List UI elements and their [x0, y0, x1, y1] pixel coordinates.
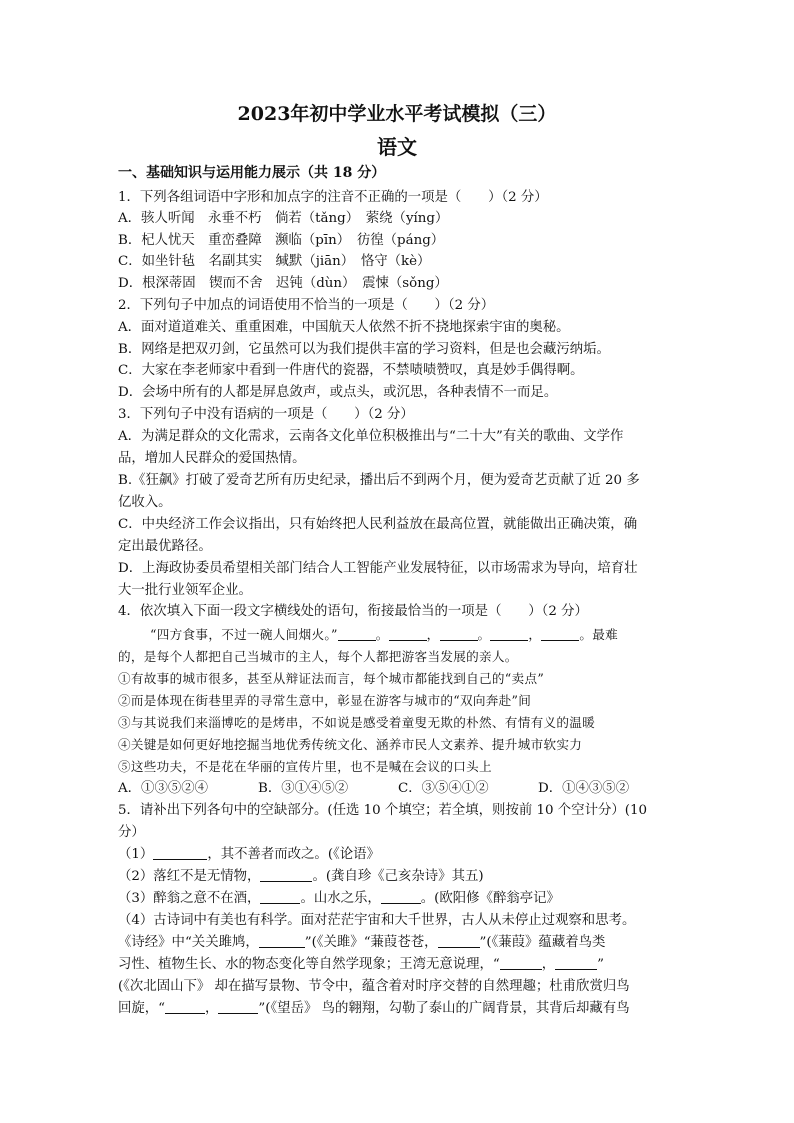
q2-option-b: B．网络是把双刃剑，它虽然可以为我们提供丰富的学习资料，但是也会藏污纳垢。	[118, 342, 610, 357]
q5-item-4-text-i: ”(《望岳》 鸟的翱翔，勾勒了泰山的广阔背景，其背后却藏有鸟	[258, 1001, 630, 1016]
q4-sentence-3: ③与其说我们来淄博吃的是烤串，不如说是感受着童叟无欺的朴然、有情有义的温暖	[118, 715, 596, 730]
subject-title: 语文	[377, 135, 417, 159]
q4-option-d: D．①④③⑤②	[538, 781, 630, 796]
q5-item-4-text-h: ，	[205, 1001, 219, 1016]
q2-option-a: A．面对道道难关、重重困难，中国航天人依然不折不挠地探索宇宙的奥秘。	[118, 320, 570, 335]
q2-stem: 2．下列句子中加点的词语使用不恰当的一项是（ ）（2 分）	[118, 298, 495, 313]
q5-blank-6[interactable]	[438, 933, 480, 948]
q1-option-b: B．杞人忧天 重峦叠障 濒临（pīn） 彷徨（páng）	[118, 233, 445, 248]
q5-item-3-source: 。(欧阳修《醉翁亭记》	[420, 891, 560, 906]
q5-item-4-line4: (《次北固山下》 却在描写景物、节令中，蕴含着对时序交替的自然理趣；杜甫欣赏归鸟	[118, 979, 630, 994]
q2-option-d: D．会场中所有的人都是屏息敛声，或点头，或沉思，各种表情不一而足。	[118, 385, 558, 400]
q5-item-1	[118, 845, 380, 864]
q4-option-a: A．①③⑤②④	[118, 781, 209, 796]
q4-option-b: B．③①④⑤②	[258, 781, 349, 796]
q3-option-d-line1: D．上海政协委员希望相关部门结合人工智能产业发展特征，以市场需求为导向，培育壮	[118, 561, 638, 576]
q3-option-a-line1: A．为满足群众的文化需求，云南各文化单位积极推出与“二十大”有关的歌曲、文学作	[118, 429, 624, 444]
q5-item-4-text-g: 回旋，“	[118, 1001, 166, 1016]
q1-stem: 1．下列各组词语中字形和加点字的注音不正确的一项是（ ）（2 分）	[118, 190, 548, 205]
q1-option-d: D．根深蒂固 锲而不舍 迟钝（dùn） 震悚（sǒng）	[118, 276, 448, 291]
q5-blank-4[interactable]	[381, 889, 421, 904]
q5-item-3-text: （3）醉翁之意不在酒，	[118, 891, 261, 906]
q4-option-c: C．③⑤④①②	[398, 781, 489, 796]
q5-blank-3[interactable]	[260, 889, 300, 904]
q3-option-c-line2: 定出最优路径。	[118, 539, 212, 554]
q4-sentence-1: ①有故事的城市很多，甚至从辩证法而言，每个城市都能找到自己的“卖点”	[118, 671, 545, 686]
q5-item-4-line3	[118, 955, 604, 974]
q3-option-c-line1: C．中央经济工作会议指出，只有始终把人民利益放在最高位置，就能做出正确决策，确	[118, 517, 638, 532]
q5-stem-line1: 5．请补出下列各句中的空缺部分。(任选 10 个填空；若全填，则按前 10 个空计分）(10	[118, 803, 647, 818]
q5-blank-8[interactable]	[555, 955, 597, 970]
q5-item-1-text: ，其不善者而改之。(《论语》	[207, 847, 380, 862]
q5-item-4-line5	[118, 999, 630, 1018]
q5-blank-9[interactable]	[165, 999, 205, 1014]
q3-option-b-line1: B.《狂飙》打破了爱奇艺所有历史纪录，播出后不到两个月，便为爱奇艺贡献了近 20 多	[118, 473, 640, 488]
q5-item-3	[118, 889, 560, 908]
q5-item-2	[118, 867, 484, 886]
q4-sentence-5: ⑤这些功夫，不是花在华丽的宣传片里，也不是喊在会议的口头上	[118, 759, 492, 774]
q1-option-c: C．如坐针毡 名副其实 缄默（jiān） 恪守（kè）	[118, 254, 431, 269]
q2-option-c: C．大家在李老师家中看到一件唐代的瓷器，不禁啧啧赞叹，真是妙手偶得啊。	[118, 363, 584, 378]
q3-option-a-line2: 品，增加人民群众的爱国热情。	[118, 451, 306, 466]
q1-option-a: A．骇人听闻 永垂不朽 倘若（tǎng） 萦绕（yíng）	[118, 211, 449, 226]
q3-stem: 3．下列句子中没有语病的一项是（ ）（2 分）	[118, 407, 414, 422]
q4-blank-4[interactable]	[490, 626, 528, 641]
q4-stem: 4．依次填入下面一段文字横线处的语句，衔接最恰当的一项是（ ）（2 分）	[118, 604, 588, 619]
q5-blank-1[interactable]	[153, 845, 207, 860]
q3-option-b-line2: 亿收入。	[118, 495, 172, 510]
q5-item-4-text-e: ，	[541, 957, 556, 972]
q5-item-4-text-b: ”(《关雎》“蒹葭苍苍，	[304, 935, 438, 950]
q4-passage-quote: “四方食事，不过一碗人间烟火。”	[150, 627, 338, 642]
q5-blank-10[interactable]	[218, 999, 258, 1014]
q5-stem-line2: 分）	[118, 825, 145, 840]
q4-passage-line2: 的，是每个人都把自己当城市的主人，每个人都把游客当发展的亲人。	[118, 649, 518, 664]
q4-blank-3[interactable]	[440, 626, 478, 641]
q5-item-4-text-a: 《诗经》中“关关雎鸠，	[118, 935, 259, 950]
q4-options	[118, 779, 629, 798]
q5-blank-7[interactable]	[500, 955, 542, 970]
q5-item-4-line1: （4）古诗词中有美也有科学。面对茫茫宇宙和大千世界，古人从未停止过观察和思考。	[118, 913, 636, 928]
q5-item-2-source: 。(龚自珍《己亥杂诗》其五)	[312, 869, 484, 884]
q5-item-1-number: （1）	[118, 847, 154, 862]
q5-item-4-text-f: ”	[597, 957, 605, 972]
q5-item-3-mid: 。山水之乐，	[300, 891, 381, 906]
q5-item-4-line2	[118, 933, 605, 952]
section-heading: 一、基础知识与运用能力展示（共 18 分）	[118, 165, 386, 181]
q5-blank-5[interactable]	[259, 933, 305, 948]
q4-sentence-4: ④关键是如何更好地挖掘当地优秀传统文化、涵养市民人文素养、提升城市软实力	[118, 737, 583, 752]
q5-item-4-text-d: 习性、植物生长、水的物态变化等自然学现象；王湾无意说理，“	[118, 957, 500, 972]
q5-blank-2[interactable]	[260, 867, 312, 882]
q4-blank-1[interactable]	[338, 626, 376, 641]
q4-blank-2[interactable]	[389, 626, 427, 641]
exam-title: 2023年初中学业水平考试模拟（三）	[237, 103, 557, 125]
q4-passage-end: 。最难	[579, 627, 619, 642]
q5-item-4-text-c: ”(《蒹葭》蕴藏着鸟类	[479, 935, 606, 950]
q4-sentence-2: ②而是体现在街巷里弄的寻常生意中，彰显在游客与城市的“双向奔赴”间	[118, 693, 532, 708]
q4-passage-line1: “四方食事，不过一碗人间烟火。” 。 ， 。 ， 。最难	[150, 627, 619, 642]
q4-blank-5[interactable]	[541, 626, 579, 641]
q3-option-d-line2: 大一批行业领军企业。	[118, 583, 252, 598]
q5-item-2-text: （2）落红不是无情物，	[118, 869, 261, 884]
